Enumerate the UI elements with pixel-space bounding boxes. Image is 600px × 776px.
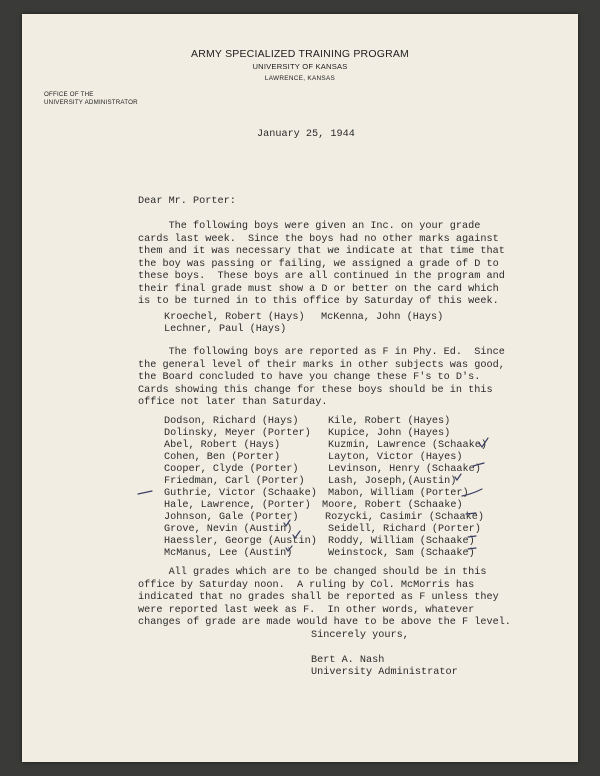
- paragraph-line: changes of grade are made would have to be above the F level.: [138, 617, 511, 628]
- paragraph-line: the Board concluded to have you change these F's to D's.: [138, 372, 481, 383]
- f-student-left: Friedman, Carl (Porter): [164, 476, 305, 487]
- f-student-right: Lash, Joseph,(Austin): [328, 476, 457, 487]
- f-student-right: Seidell, Richard (Porter): [328, 524, 481, 535]
- paragraph-line: these boys. These boys are all continued in the program and: [138, 271, 505, 282]
- f-student-right: Moore, Robert (Schaake): [322, 500, 463, 511]
- f-student-left: Guthrie, Victor (Schaake): [164, 488, 317, 499]
- inc-student: Kroechel, Robert (Hays): [164, 312, 305, 323]
- f-student-left: Dodson, Richard (Hays): [164, 416, 299, 427]
- letterhead-university: UNIVERSITY OF KANSAS: [252, 62, 348, 71]
- paragraph-3: [138, 567, 511, 630]
- f-student-right: Roddy, William (Schaake): [328, 536, 475, 547]
- f-student-right: Kupice, John (Hayes): [328, 428, 451, 439]
- f-student-left: Abel, Robert (Hays): [164, 440, 281, 451]
- paragraph-line: the boy was passing or failing, we assigned a grade of D to: [138, 258, 499, 270]
- f-student-right: Rozycki, Casimir (Schaake): [325, 512, 484, 523]
- paragraph-line: The following boys were given an Inc. on your grade: [138, 221, 481, 232]
- paragraph-line: is to be turned in to this office by Saturday of this week.: [138, 296, 499, 307]
- paragraph-line: office not later than Saturday.: [138, 397, 328, 408]
- paragraph-line: their final grade must show a D or better on the card which: [138, 283, 499, 295]
- f-student-left: Johnson, Gale (Porter): [164, 512, 299, 523]
- f-student-right: Mabon, William (Porter): [328, 488, 469, 499]
- closing: Sincerely yours,: [311, 630, 409, 641]
- letterhead-city: LAWRENCE, KANSAS: [264, 75, 336, 82]
- letterhead-program: ARMY SPECIALIZED TRAINING PROGRAM: [191, 48, 409, 60]
- paragraph-line: indicated that no grades shall be reported as F unless they: [138, 592, 499, 603]
- paragraph-line: Cards showing this change for these boys should be in this: [138, 384, 493, 396]
- f-student-right: Layton, Victor (Hayes): [328, 452, 463, 463]
- f-student-left: Cohen, Ben (Porter): [164, 452, 281, 463]
- f-student-left: Haessler, George (Austin): [164, 536, 317, 547]
- paragraph-line: All grades which are to be changed should be in this: [138, 567, 487, 578]
- f-student-left: Cooper, Clyde (Porter): [164, 464, 299, 475]
- f-student-left: Grove, Nevin (Austin): [164, 524, 293, 535]
- paragraph-line: office by Saturday noon. A ruling by Col. McMorris has: [138, 579, 475, 591]
- f-student-left: Hale, Lawrence, (Porter): [164, 500, 311, 511]
- inc-student: Lechner, Paul (Hays): [164, 324, 287, 335]
- paragraph-line: were reported last week as F. In other words, whatever: [138, 604, 475, 616]
- f-student-left: Dolinsky, Meyer (Porter): [164, 428, 311, 439]
- f-student-right: Levinson, Henry (Schaake): [328, 464, 481, 475]
- paragraph-line: the general level of their marks in other subjects was good,: [138, 359, 505, 371]
- paragraph-line: The following boys are reported as F in Phy. Ed. Since: [138, 347, 505, 358]
- letter-date: January 25, 1944: [257, 129, 355, 140]
- f-student-right: Weinstock, Sam (Schaake): [328, 548, 475, 559]
- office-line-2: UNIVERSITY ADMINISTRATOR: [44, 99, 138, 106]
- paragraph-1: [138, 221, 505, 309]
- f-student-right: Kuzmin, Lawrence (Schaake): [328, 440, 487, 451]
- inc-student: McKenna, John (Hays): [321, 312, 444, 323]
- paragraph-line: cards last week. Since the boys had no other marks against: [138, 233, 499, 245]
- f-student-left: McManus, Lee (Austin): [164, 548, 293, 559]
- office-line-1: OFFICE OF THE: [44, 91, 94, 98]
- signer-title: University Administrator: [311, 667, 458, 678]
- salutation: Dear Mr. Porter:: [138, 196, 236, 207]
- f-student-right: Kile, Robert (Hayes): [328, 416, 451, 427]
- paragraph-2: [138, 347, 505, 410]
- paragraph-line: them and it was necessary that we indicate at that time that: [138, 246, 505, 257]
- signer-name: Bert A. Nash: [311, 655, 385, 666]
